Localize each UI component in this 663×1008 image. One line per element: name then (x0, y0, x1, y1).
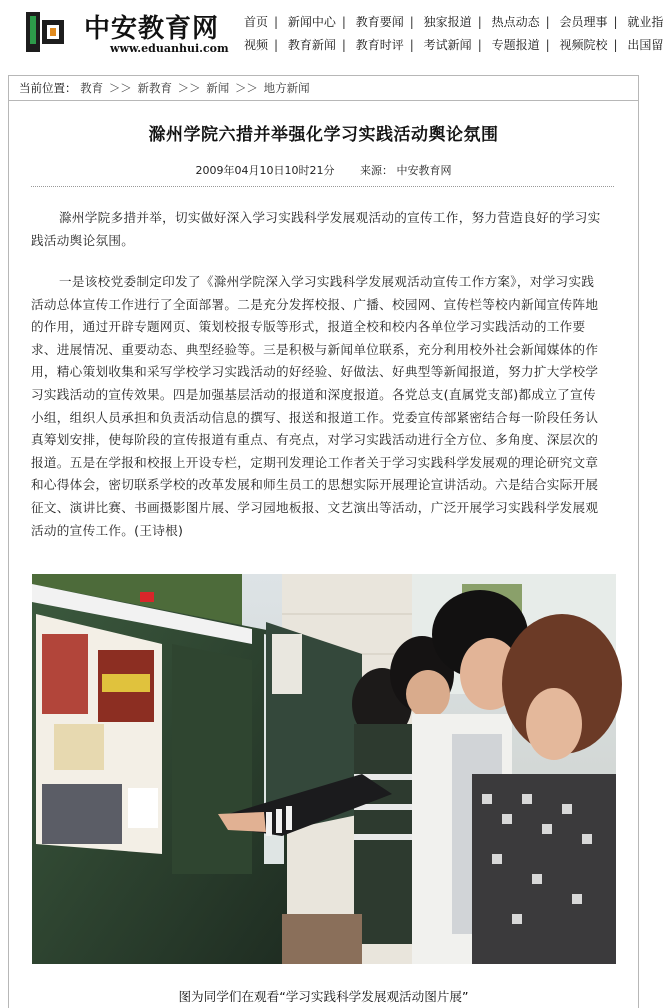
nav-item-edu-comment[interactable]: 教育时评 (355, 38, 404, 52)
article-photo (32, 574, 616, 964)
breadcrumb-item-news[interactable]: 新闻 (206, 81, 230, 95)
divider (31, 186, 614, 187)
nav-row-1: 首页 | 新闻中心 | 教育要闻 | 独家报道 | 热点动态 | 会员理事 | 就业指 (244, 15, 663, 29)
nav-item-exam-news[interactable]: 考试新闻 (423, 38, 472, 52)
breadcrumb (9, 76, 638, 101)
logo-url: www.eduanhui.com (110, 42, 229, 55)
nav-item-jobs[interactable]: 就业指 (627, 15, 663, 29)
nav-item-edu-news[interactable]: 教育新闻 (287, 38, 336, 52)
nav-item-video[interactable]: 视频 (244, 38, 269, 52)
photo-caption: 图为同学们在观看“学习实践科学发展观活动图片展” (178, 989, 469, 1004)
nav-item-home[interactable]: 首页 (244, 15, 269, 29)
article-paragraph: 一是该校党委制定印发了《滁州学院深入学习实践科学发展观活动宣传工作方案》，对学习实践活动总体宣传工作进行了全面部署。二是充分发挥校报、广播、校园网、宣传栏等校内新闻宣传阵地的作用，通过开辟专题网页、策划校报专版等形式，报道全校和校内各单位学习实践活动的工作要求、进展情况、重要动态、典型经验等。三是积极与新闻单位联系，充分利用校外社会新闻媒体的作用，精心策划收集和采写学校学习实践活动的好经验、好做法、好典型等新闻报道，努力扩大学校学习实践活动的宣传效果。四是加强基层活动的报道和深度报道。各党总支(直属党支部)都成立了宣传小组，组织人员承担和负责活动信息的撰写、报送和报道工作。党委宣传部紧密结合每一阶段任务认真筹划安排，使每阶段的宣传报道有重点、有亮点，对学习实践活动进行全方位、多角度、深层次的报道。五是在学报和校报上开设专栏，定期刊发理论工作者关于学习实践科学发展观的理论研究文章和心得体会，密切联系学校的改革发展和师生员工的思想实际开展理论宣讲活动。六是结合实际开展征文、演讲比赛、书画摄影图片展、学习园地板报、文艺演出等活动，广泛开展学习实践科学发展观活动的宣传工作。(王诗根) (31, 274, 599, 538)
nav-item-exclusive[interactable]: 独家报道 (423, 15, 472, 29)
article-panel (8, 75, 639, 1008)
nav-item-news-center[interactable]: 新闻中心 (287, 15, 336, 29)
breadcrumb-item-local-news[interactable]: 地方新闻 (263, 81, 310, 95)
breadcrumb-separator: ＞＞ (177, 81, 201, 95)
article-title: 滁州学院六措并举强化学习实践活动舆论氛围 (148, 125, 499, 145)
breadcrumb-separator: ＞＞ (108, 81, 132, 95)
breadcrumb-item-edu[interactable]: 教育 (80, 81, 104, 95)
article-paragraph: 滁州学院多措并举，切实做好深入学习实践科学发展观活动的宣传工作，努力营造良好的学习实践活动舆论氛围。 (31, 210, 601, 248)
site-logo[interactable] (22, 6, 232, 60)
nav-item-hot[interactable]: 热点动态 (491, 15, 540, 29)
breadcrumb-separator: ＞＞ (234, 81, 258, 95)
logo-text: 中安教育网 (84, 14, 220, 44)
site-header (0, 0, 663, 72)
nav-item-edu-headlines[interactable]: 教育要闻 (355, 15, 404, 29)
nav-item-study-abroad[interactable]: 出国留 (627, 38, 663, 52)
nav-row-2: 视频 | 教育新闻 | 教育时评 | 考试新闻 | 专题报道 | 视频院校 | 出国留 (244, 38, 663, 52)
nav-item-members[interactable]: 会员理事 (559, 15, 608, 29)
article-source[interactable]: 中安教育网 (396, 164, 452, 177)
breadcrumb-item-new-edu[interactable]: 新教育 (137, 81, 172, 95)
article-meta (9, 162, 638, 178)
nav-item-video-schools[interactable]: 视频院校 (559, 38, 608, 52)
nav-item-special[interactable]: 专题报道 (491, 38, 540, 52)
article-date: 2009年04月10日10时21分 (195, 164, 335, 177)
logo-mark-icon (22, 6, 68, 58)
article-source-label: 来源： (359, 164, 393, 177)
breadcrumb-label: 当前位置： (19, 81, 77, 95)
